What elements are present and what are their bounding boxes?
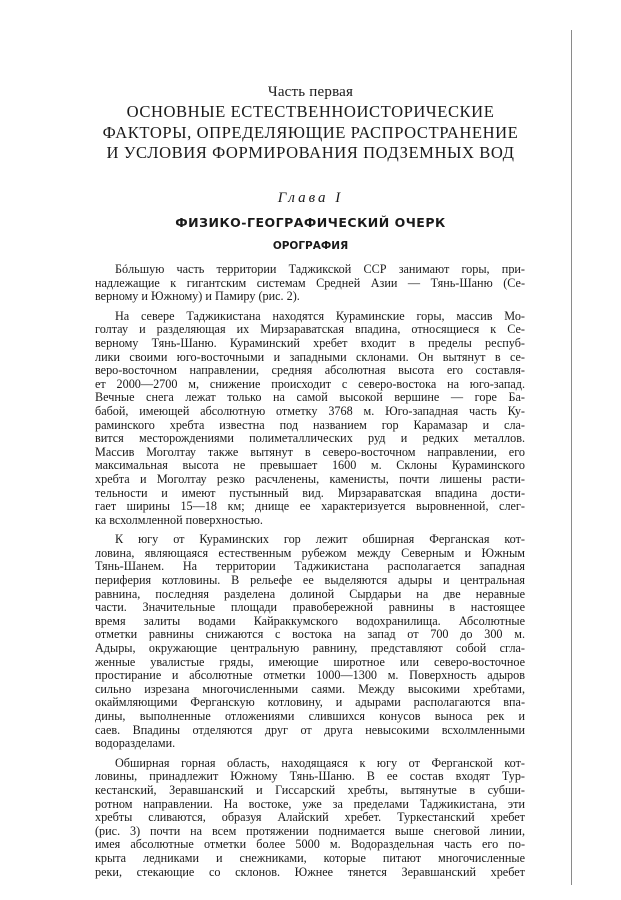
text-line: гает ширины 15—18 км; днище ее характеризуется выровненной, слег- [95,499,525,514]
text-line: Бóльшую часть территории Таджикской ССР занимают горы, при- [115,262,525,276]
text-line: надлежащие к гигантским системам Средней Азии — Тянь-Шаню (Се- [95,275,525,290]
text-line: К югу от Кураминских гор лежит обширная Ферганская кот- [115,532,525,547]
section-title: ОРОГРАФИЯ [272,240,349,252]
part-title-line: И УСЛОВИЯ ФОРМИРОВАНИЯ ПОДЗЕМНЫХ ВОД [106,143,515,163]
text-line: ловина, являющаяся естественным рубежом между Северным и Южным [95,545,525,560]
text-line: верному и Южному) и Памиру (рис. 2). [95,289,300,304]
text-line: хребты сливаются, образуя Алайский хребет. Туркестанский хребет [95,810,525,825]
text-line: время залиты водами Кайраккумского водохранилища. Абсолютные [95,613,525,628]
text-line: ротном направлении. На востоке, уже за пределами Таджикистана, эти [95,796,525,811]
text-line: хребта и Моголтау резко расчленены, каменисты, почти лишены расти- [95,471,525,486]
text-line: бабой, имеющей абсолютную отметку 3768 м. Юго-западная часть Ку- [95,403,525,418]
chapter-title: ФИЗИКО-ГЕОГРАФИЧЕСКИЙ ОЧЕРК [175,215,446,230]
text-line: Обширная горная область, находящаяся к югу от Ферганской кот- [115,755,525,770]
text-line: (рис. 3) почти на всем протяжении поднимается выше снеговой линии, [95,823,525,838]
text-line: ет 2000—2700 м, снижение происходит с северо-востока на юго-запад. [95,376,525,391]
text-line: ка всхолмленной поверхностью. [95,512,263,527]
text-line: На севере Таджикистана находятся Кураминские горы, массив Мо- [115,308,525,323]
text-line: части. Значительные площади правобережной равнины в настоящее [95,600,525,615]
text-line: саев. Впадины отделяются друг от друга невысокими всхолмленными [95,722,525,737]
text-line: вится месторождениями полиметаллических руд и редких металлов. [95,431,525,446]
text-line: крыта ледниками и снежниками, которые питают многочисленные [95,850,525,865]
page-edge-line [571,30,572,885]
text-line: веро-восточном направлении, средняя абсолютная высота его составля- [95,363,525,378]
text-line: голтау и разделяющая их Мирзараватская впадина, относящиеся к Се- [95,322,525,337]
text-line: отметки равнины снижаются с востока на запад от 700 до 300 м. [95,627,525,642]
text-line: водоразделами. [95,736,176,751]
text-line: сильно изрезана многочисленными саями. Между высокими хребтами, [95,681,525,696]
text-line: периферия котловины. В рельефе ее выделяются адыры и центральная [95,573,525,588]
body-text [95,263,525,879]
text-line: окаймляющими Ферганскую котловину, и адырами располагаются впа- [95,695,525,710]
text-line: Вечные снега лежат только на самой высокой вершине — горе Ба- [95,390,525,405]
text-line: простирание и абсолютные отметки 1000—1300 м. Поверхность адыров [95,668,525,683]
paragraph [95,533,525,751]
paragraph [95,310,525,528]
text-line: раминского хребта известна под названием гор Карамазар и сла- [95,417,525,432]
part-title-line: ФАКТОРЫ, ОПРЕДЕЛЯЮЩИЕ РАСПРОСТРАНЕНИЕ [102,122,519,142]
text-line: Тянь-Шанем. На территории Таджикистана располагается западная [95,559,525,574]
text-line: ловины, принадлежит Южному Тянь-Шаню. В ее состав входят Тур- [95,769,525,784]
chapter-number: Глава I [277,190,344,206]
text-line: равнина, последняя разделена долиной Сырдарьи на две неравные [95,586,525,601]
part-label: Часть первая [267,84,354,100]
paragraph [95,757,525,879]
text-line: имея абсолютные отметки более 5000 м. Водораздельная часть его по- [95,837,525,852]
text-line: лики своими юго-восточными и западными склонами. Он вытянут в се- [95,349,525,364]
text-line: Массив Моголтау также вытянут в северо-восточном направлении, его [95,444,525,459]
paragraph [95,263,525,304]
text-line: тельности и имеют пустынный вид. Мирзараватская впадина дости- [95,485,525,500]
text-line: верному Тянь-Шаню. Кураминский хребет входит в пределы респуб- [95,335,525,350]
part-title-line: ОСНОВНЫЕ ЕСТЕСТВЕННОИСТОРИЧЕСКИЕ [126,102,495,121]
text-line: кестанский, Зеравшанский и Гиссарский хребты, вытянутые в субши- [95,782,525,797]
text-line: Адыры, окружающие центральную равнину, представляют собой сгла- [95,641,525,656]
text-line: реки, стекающие со склонов. Южнее тянется Зеравшанский хребет [95,864,525,879]
text-line: женные увалистые гряды, имеющие широтное или северо-восточное [95,654,525,669]
text-line: дины, выполненные отложениями слившихся конусов выноса рек и [95,709,525,723]
text-line: максимальная высота не превышает 1600 м. Склоны Кураминского [95,458,525,473]
part-title [50,102,571,164]
